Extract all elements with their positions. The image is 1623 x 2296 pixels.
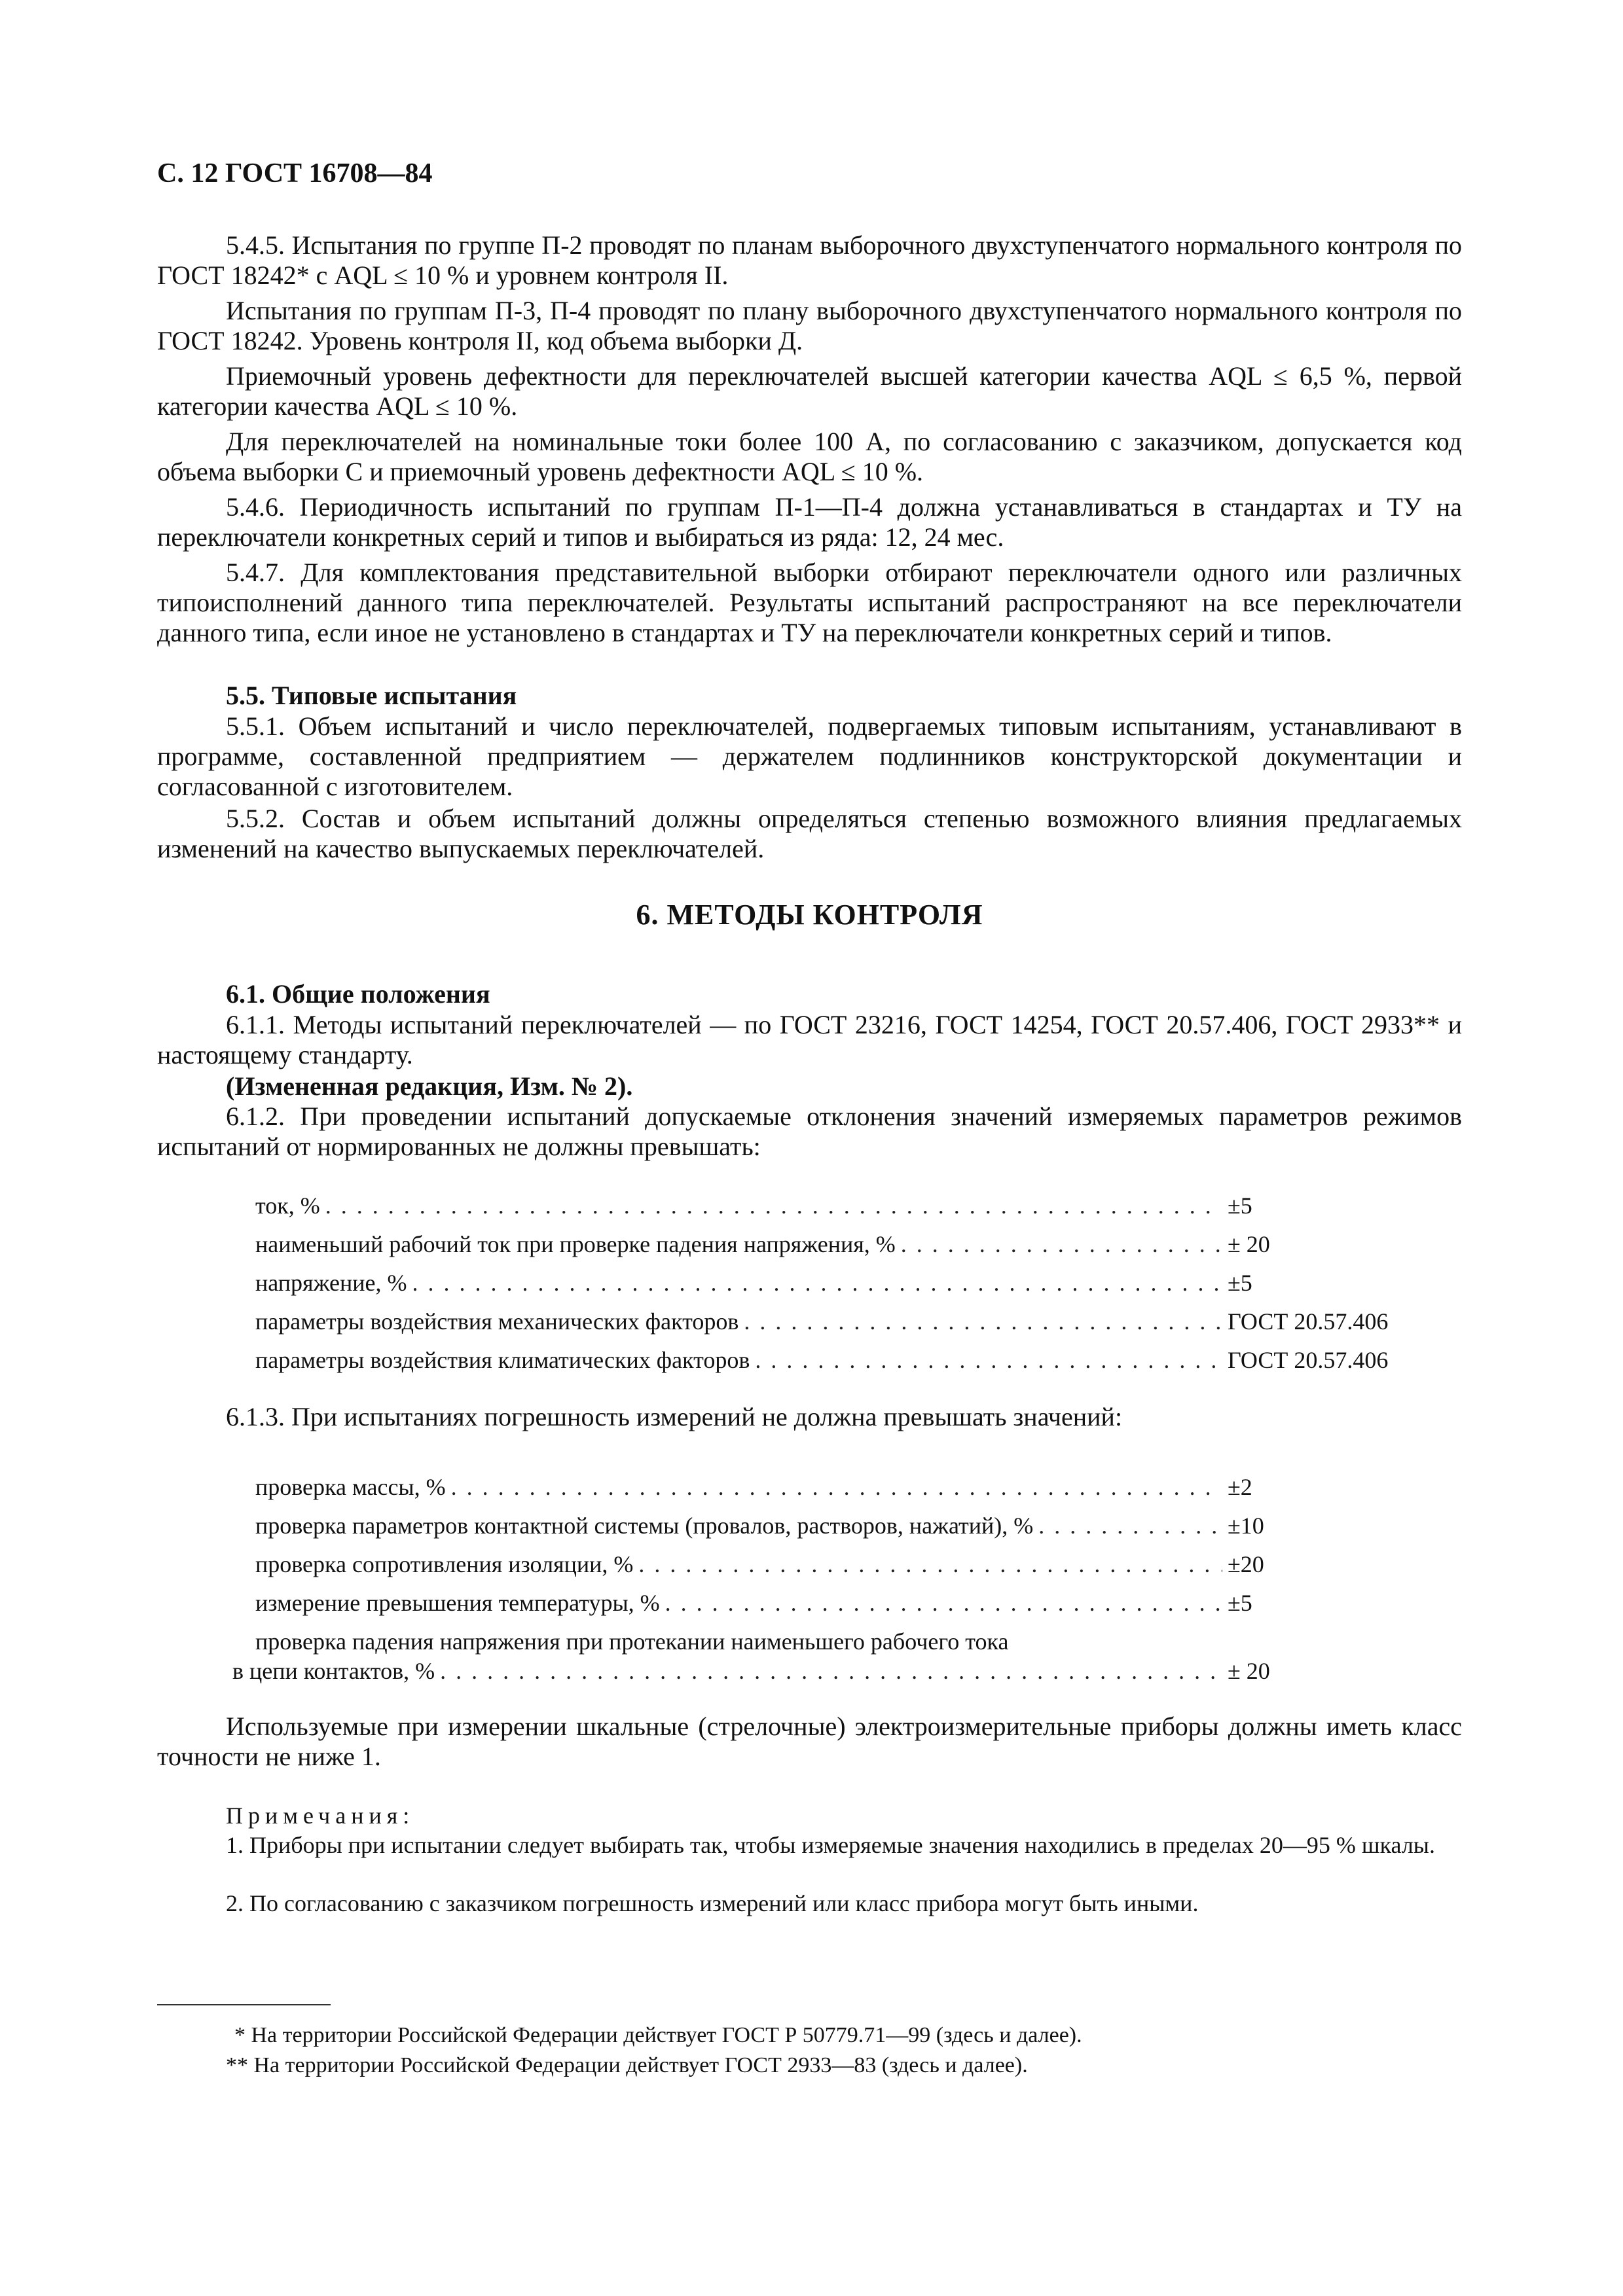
paragraph-6-1-3: 6.1.3. При испытаниях погрешность измерений не должна превышать значений: [226,1402,1123,1431]
error-label: в цепи контактов, % [232,1658,435,1684]
dot-leader [744,1306,1222,1336]
dot-leader [412,1268,1222,1298]
deviation-row [255,1268,1434,1298]
deviation-label: напряжение, % [255,1270,407,1296]
paragraph-5-4-7: 5.4.7. Для комплектования представительной выборки отбирают переключатели одного или различных типоисполнений данного типа переключателей. Результаты испытаний распространяют на все переключатели данного типа, если иное не установлено в стандартах и ТУ на переключатели конкретных серий и типов. [157,558,1462,647]
heading-5-5: 5.5. Типовые испытания [226,681,517,710]
error-value: ± 20 [1228,1658,1270,1684]
paragraph-5-5-1: 5.5.1. Объем испытаний и число переключателей, подвергаемых типовым испытаниям, устанавливают в программе, составленной предприятием — держателем подлинников конструкторской документации и согласованной с изготовителем. [157,711,1462,801]
paragraph-5-4-5-currents: Для переключателей на номинальные токи более 100 А, по согласованию с заказчиком, допускается код объема выборки С и приемочный уровень дефектности AQL ≤ 10 %. [157,427,1462,486]
error-label: проверка падения напряжения при протекании наименьшего рабочего тока [255,1628,1009,1655]
error-row-line1 [255,1626,1434,1657]
deviation-value: ГОСТ 20.57.406 [1228,1347,1389,1373]
heading-6-1: 6.1. Общие положения [226,979,490,1009]
footnote-2: ** На территории Российской Федерации действует ГОСТ 2933—83 (здесь и далее). [226,2053,1028,2077]
note-1: 1. Приборы при испытании следует выбирать так, чтобы измеряемые значения находились в пределах 20—95 % шкалы. [226,1832,1435,1858]
dot-leader [440,1656,1222,1686]
deviation-label: ток, % [255,1193,320,1219]
dot-leader [451,1472,1222,1502]
paragraph-5-4-5-aql: Приемочный уровень дефектности для переключателей высшей категории качества AQL ≤ 6,5 %, первой категории качества AQL ≤ 10 %. [157,361,1462,421]
error-label: проверка сопротивления изоляции, % [255,1551,634,1577]
error-label: проверка массы, % [255,1474,446,1500]
footnote-1: * На территории Российской Федерации действует ГОСТ Р 50779.71—99 (здесь и далее). [234,2023,1082,2047]
amendment-note: (Измененная редакция, Изм. № 2). [226,1071,633,1101]
paragraph-5-5-2: 5.5.2. Состав и объем испытаний должны определяться степенью возможного влияния предлагаемых изменений на качество выпускаемых переключателей. [157,804,1462,863]
dot-leader [901,1229,1222,1259]
error-value: ±10 [1228,1513,1264,1539]
deviation-row [255,1191,1434,1221]
deviation-row [255,1345,1434,1375]
dot-leader [755,1345,1222,1375]
error-label: проверка параметров контактной системы (провалов, растворов, нажатий), % [255,1513,1034,1539]
error-value: ±20 [1228,1551,1264,1577]
paragraph-5-4-6: 5.4.6. Периодичность испытаний по группам П-1—П-4 должна устанавливаться в стандартах и ТУ на переключатели конкретных серий и типов и выбираться из ряда: 12, 24 мес. [157,492,1462,552]
paragraph-6-1-1: 6.1.1. Методы испытаний переключателей — по ГОСТ 23216, ГОСТ 14254, ГОСТ 20.57.406, ГОСТ 2933** и настоящему стандарту. [157,1010,1462,1069]
note-2: 2. По согласованию с заказчиком погрешность измерений или класс прибора могут быть иными. [226,1890,1199,1916]
error-value: ±2 [1228,1474,1252,1500]
deviation-value: ± 20 [1228,1231,1270,1257]
instruments-paragraph: Используемые при измерении шкальные (стрелочные) электроизмерительные приборы должны иметь класс точности не ниже 1. [157,1712,1462,1771]
notes-title: Примечания: [226,1803,415,1829]
page-header: С. 12 ГОСТ 16708—84 [157,158,433,188]
deviation-label: наименьший рабочий ток при проверке падения напряжения, % [255,1231,896,1257]
deviation-value: ±5 [1228,1193,1252,1219]
error-row [232,1656,1434,1686]
deviation-label: параметры воздействия механических факторов [255,1308,739,1335]
section-6-title: 6. МЕТОДЫ КОНТРОЛЯ [636,899,983,931]
error-row [255,1549,1434,1579]
paragraph-6-1-2: 6.1.2. При проведении испытаний допускаемые отклонения значений измеряемых параметров режимов испытаний от нормированных не должны превышать: [157,1102,1462,1161]
error-row [255,1472,1434,1502]
deviation-value: ±5 [1228,1270,1252,1296]
error-label: измерение превышения температуры, % [255,1590,660,1616]
deviation-row [255,1306,1434,1336]
deviation-value: ГОСТ 20.57.406 [1228,1308,1389,1335]
deviation-label: параметры воздействия климатических факторов [255,1347,750,1373]
deviation-row [255,1229,1434,1259]
dot-leader [1038,1511,1222,1541]
dot-leader [665,1588,1222,1618]
dot-leader [638,1549,1222,1579]
footnote-divider [157,2004,331,2005]
error-value: ±5 [1228,1590,1252,1616]
paragraph-5-4-5: 5.4.5. Испытания по группе П-2 проводят по планам выборочного двухступенчатого нормального контроля по ГОСТ 18242* с AQL ≤ 10 % и уровнем контроля II. [157,230,1462,290]
paragraph-5-4-5-groups: Испытания по группам П-3, П-4 проводят по плану выборочного двухступенчатого нормального контроля по ГОСТ 18242. Уровень контроля II, код объема выборки Д. [157,296,1462,355]
dot-leader [325,1191,1222,1221]
error-row [255,1588,1434,1618]
error-row [255,1511,1434,1541]
